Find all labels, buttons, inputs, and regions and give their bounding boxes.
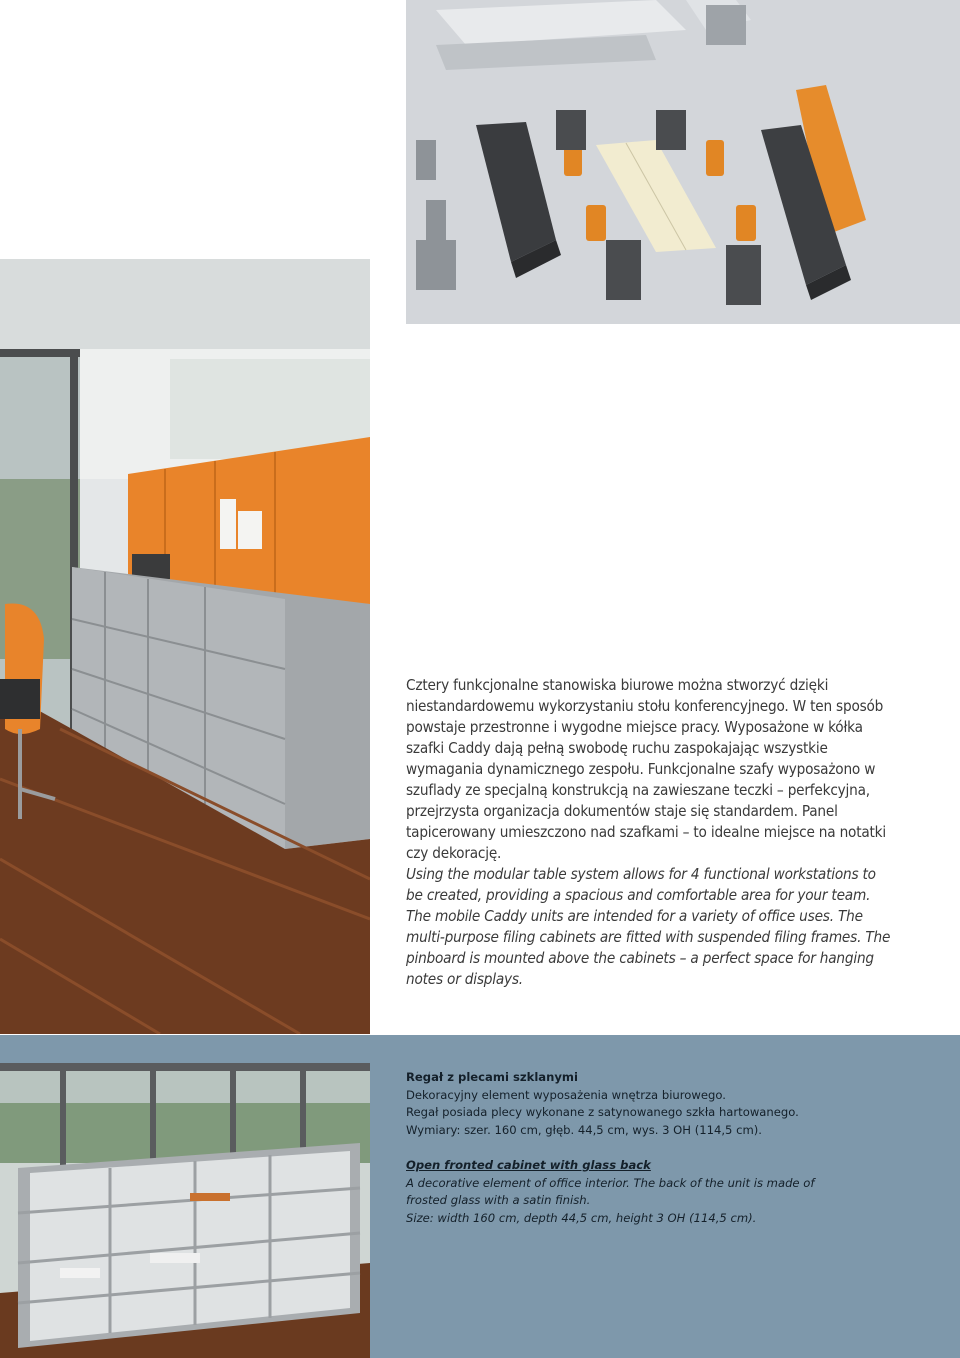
caption-polish-line: Wymiary: szer. 160 cm, głęb. 44,5 cm, wys. 3 OH (114,5 cm). [406,1122,762,1137]
glass-back-cabinet-photo [0,1063,370,1358]
caption-english-line: frosted glass with a satin finish. [406,1193,591,1207]
caption-english-line: A decorative element of office interior. The back of the unit is made of [406,1175,815,1190]
office-interior-photo [0,259,370,1034]
caption-english [406,1157,826,1227]
caption-english-line: Size: width 160 cm, depth 44,5 cm, height 3 OH (114,5 cm). [406,1210,757,1225]
description-english: Using the modular table system allows for 4 functional workstations to be created, providing a spacious and comfortable area for your team. The mobile Caddy units are intended for a variety of office uses. The multi-purpose filing cabinets are fitted with suspended filing frames. The pinboard is mounted above the cabinets – a perfect space for hanging notes or displays. [406,865,891,989]
caption-polish-title: Regał z plecami szklanymi [406,1070,578,1084]
description-polish: Cztery funkcjonalne stanowiska biurowe można stworzyć dzięki niestandardowemu wykorzystaniu stołu konferencyjnego. W ten sposób powstaje przestronne i wygodne miejsce pracy. Wyposażone w kółka szafki Caddy dają pełną swobodę ruchu zaspokajając wszystkie wymagania dynamicznego zespołu. Funkcjonalne szafy wyposażono w szuflady ze specjalną konstrukcją na zawieszane teczki – perfekcyjna, przejrzysta organizacja dokumentów staje się standardem. Panel tapicerowany umieszczono nad szafkami – to idealne miejsce na notatki czy dekorację. [406,676,886,863]
aerial-office-photo [406,0,960,324]
caption-polish [406,1069,826,1139]
caption-english-title: Open fronted cabinet with glass back [406,1158,651,1172]
caption-polish-line: Dekoracyjny element wyposażenia wnętrza biurowego. [406,1087,726,1102]
caption-polish-line: Regał posiada plecy wykonane z satynowanego szkła hartowanego. [406,1105,799,1119]
